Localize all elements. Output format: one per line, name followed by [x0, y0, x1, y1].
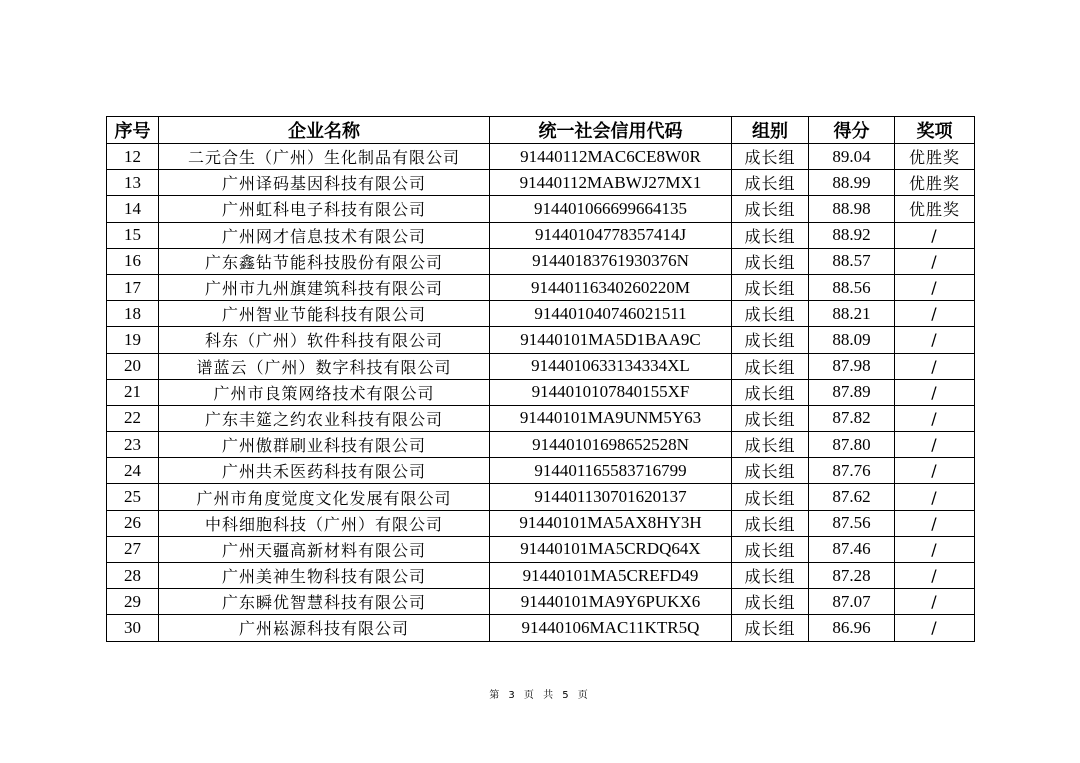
cell-company-name: 二元合生（广州）生化制品有限公司	[159, 144, 490, 170]
cell-credit-code: 914401165583716799	[490, 458, 732, 484]
table-row	[107, 222, 975, 248]
cell-no: 12	[107, 144, 159, 170]
cell-company-name: 广州市角度觉度文化发展有限公司	[159, 484, 490, 510]
cell-company-name: 广州崧源科技有限公司	[159, 615, 490, 641]
header-award: 奖项	[895, 117, 975, 144]
cell-group: 成长组	[732, 563, 809, 589]
cell-award: 优胜奖	[895, 170, 975, 196]
cell-group: 成长组	[732, 353, 809, 379]
table-row	[107, 405, 975, 431]
cell-group: 成长组	[732, 536, 809, 562]
cell-company-name: 广州智业节能科技有限公司	[159, 301, 490, 327]
cell-score: 87.82	[809, 405, 895, 431]
cell-company-name: 广州市良策网络技术有限公司	[159, 379, 490, 405]
cell-score: 87.07	[809, 589, 895, 615]
cell-score: 87.28	[809, 563, 895, 589]
cell-group: 成长组	[732, 484, 809, 510]
cell-group: 成长组	[732, 379, 809, 405]
cell-award: /	[895, 615, 975, 641]
cell-no: 26	[107, 510, 159, 536]
cell-no: 23	[107, 432, 159, 458]
cell-credit-code: 9144010107840155XF	[490, 379, 732, 405]
cell-award: /	[895, 327, 975, 353]
cell-group: 成长组	[732, 170, 809, 196]
cell-group: 成长组	[732, 222, 809, 248]
cell-credit-code: 91440116340260220M	[490, 274, 732, 300]
cell-score: 87.46	[809, 536, 895, 562]
cell-company-name: 广州美神生物科技有限公司	[159, 563, 490, 589]
cell-no: 25	[107, 484, 159, 510]
table-row	[107, 589, 975, 615]
cell-credit-code: 914401040746021511	[490, 301, 732, 327]
cell-no: 20	[107, 353, 159, 379]
cell-company-name: 广东瞬优智慧科技有限公司	[159, 589, 490, 615]
header-name: 企业名称	[159, 117, 490, 144]
cell-credit-code: 91440112MAC6CE8W0R	[490, 144, 732, 170]
cell-award: /	[895, 484, 975, 510]
cell-score: 88.56	[809, 274, 895, 300]
cell-no: 21	[107, 379, 159, 405]
cell-credit-code: 91440183761930376N	[490, 248, 732, 274]
cell-award: /	[895, 563, 975, 589]
cell-award: 优胜奖	[895, 144, 975, 170]
cell-credit-code: 914401066699664135	[490, 196, 732, 222]
cell-credit-code: 9144010633134334XL	[490, 353, 732, 379]
table-body	[107, 144, 975, 642]
cell-company-name: 广州共禾医药科技有限公司	[159, 458, 490, 484]
cell-group: 成长组	[732, 274, 809, 300]
cell-no: 14	[107, 196, 159, 222]
table-row	[107, 353, 975, 379]
table-row	[107, 563, 975, 589]
cell-company-name: 广州网才信息技术有限公司	[159, 222, 490, 248]
cell-group: 成长组	[732, 196, 809, 222]
cell-score: 88.09	[809, 327, 895, 353]
cell-no: 29	[107, 589, 159, 615]
cell-credit-code: 91440101MA5D1BAA9C	[490, 327, 732, 353]
cell-group: 成长组	[732, 301, 809, 327]
page-number: 第 3 页 共 5 页	[489, 690, 591, 701]
cell-score: 89.04	[809, 144, 895, 170]
cell-company-name: 广州市九州旗建筑科技有限公司	[159, 274, 490, 300]
cell-company-name: 广州傲群刷业科技有限公司	[159, 432, 490, 458]
cell-score: 88.57	[809, 248, 895, 274]
table-row	[107, 379, 975, 405]
cell-award: /	[895, 353, 975, 379]
cell-award: /	[895, 274, 975, 300]
cell-no: 13	[107, 170, 159, 196]
table-row	[107, 144, 975, 170]
cell-company-name: 广州天疆高新材料有限公司	[159, 536, 490, 562]
cell-company-name: 广州译码基因科技有限公司	[159, 170, 490, 196]
cell-no: 17	[107, 274, 159, 300]
award-table	[106, 116, 975, 642]
cell-no: 18	[107, 301, 159, 327]
table-row	[107, 170, 975, 196]
cell-award: /	[895, 458, 975, 484]
cell-no: 27	[107, 536, 159, 562]
cell-credit-code: 91440101MA5CREFD49	[490, 563, 732, 589]
cell-score: 87.80	[809, 432, 895, 458]
cell-company-name: 广州虹科电子科技有限公司	[159, 196, 490, 222]
cell-no: 24	[107, 458, 159, 484]
cell-award: /	[895, 301, 975, 327]
cell-credit-code: 914401130701620137	[490, 484, 732, 510]
cell-score: 88.98	[809, 196, 895, 222]
table-header-row	[107, 117, 975, 144]
cell-score: 87.62	[809, 484, 895, 510]
table-row	[107, 615, 975, 641]
cell-group: 成长组	[732, 248, 809, 274]
cell-group: 成长组	[732, 615, 809, 641]
cell-group: 成长组	[732, 510, 809, 536]
cell-no: 19	[107, 327, 159, 353]
table-row	[107, 510, 975, 536]
cell-group: 成长组	[732, 589, 809, 615]
table-row	[107, 301, 975, 327]
cell-credit-code: 91440101MA5AX8HY3H	[490, 510, 732, 536]
cell-award: 优胜奖	[895, 196, 975, 222]
cell-award: /	[895, 536, 975, 562]
table-row	[107, 196, 975, 222]
cell-company-name: 广东丰筵之约农业科技有限公司	[159, 405, 490, 431]
cell-no: 15	[107, 222, 159, 248]
cell-no: 16	[107, 248, 159, 274]
cell-award: /	[895, 432, 975, 458]
cell-no: 30	[107, 615, 159, 641]
header-no: 序号	[107, 117, 159, 144]
cell-score: 87.56	[809, 510, 895, 536]
table-row	[107, 458, 975, 484]
cell-company-name: 广东鑫钻节能科技股份有限公司	[159, 248, 490, 274]
cell-group: 成长组	[732, 327, 809, 353]
cell-score: 88.92	[809, 222, 895, 248]
cell-group: 成长组	[732, 144, 809, 170]
cell-credit-code: 91440112MABWJ27MX1	[490, 170, 732, 196]
cell-credit-code: 91440106MAC11KTR5Q	[490, 615, 732, 641]
header-score: 得分	[809, 117, 895, 144]
cell-score: 87.89	[809, 379, 895, 405]
cell-company-name: 科东（广州）软件科技有限公司	[159, 327, 490, 353]
cell-credit-code: 91440101MA9UNM5Y63	[490, 405, 732, 431]
table-row	[107, 274, 975, 300]
table-row	[107, 484, 975, 510]
cell-score: 87.98	[809, 353, 895, 379]
table-row	[107, 536, 975, 562]
cell-credit-code: 91440101MA5CRDQ64X	[490, 536, 732, 562]
cell-no: 28	[107, 563, 159, 589]
cell-award: /	[895, 248, 975, 274]
cell-award: /	[895, 379, 975, 405]
table-row	[107, 248, 975, 274]
cell-award: /	[895, 405, 975, 431]
cell-award: /	[895, 589, 975, 615]
header-group: 组别	[732, 117, 809, 144]
cell-credit-code: 91440101MA9Y6PUKX6	[490, 589, 732, 615]
cell-credit-code: 91440101698652528N	[490, 432, 732, 458]
table-row	[107, 432, 975, 458]
cell-company-name: 中科细胞科技（广州）有限公司	[159, 510, 490, 536]
header-code: 统一社会信用代码	[490, 117, 732, 144]
cell-score: 86.96	[809, 615, 895, 641]
cell-credit-code: 91440104778357414J	[490, 222, 732, 248]
cell-group: 成长组	[732, 405, 809, 431]
table-row	[107, 327, 975, 353]
cell-group: 成长组	[732, 458, 809, 484]
cell-award: /	[895, 222, 975, 248]
cell-score: 88.21	[809, 301, 895, 327]
cell-no: 22	[107, 405, 159, 431]
cell-score: 87.76	[809, 458, 895, 484]
cell-group: 成长组	[732, 432, 809, 458]
cell-award: /	[895, 510, 975, 536]
cell-score: 88.99	[809, 170, 895, 196]
cell-company-name: 谱蓝云（广州）数字科技有限公司	[159, 353, 490, 379]
